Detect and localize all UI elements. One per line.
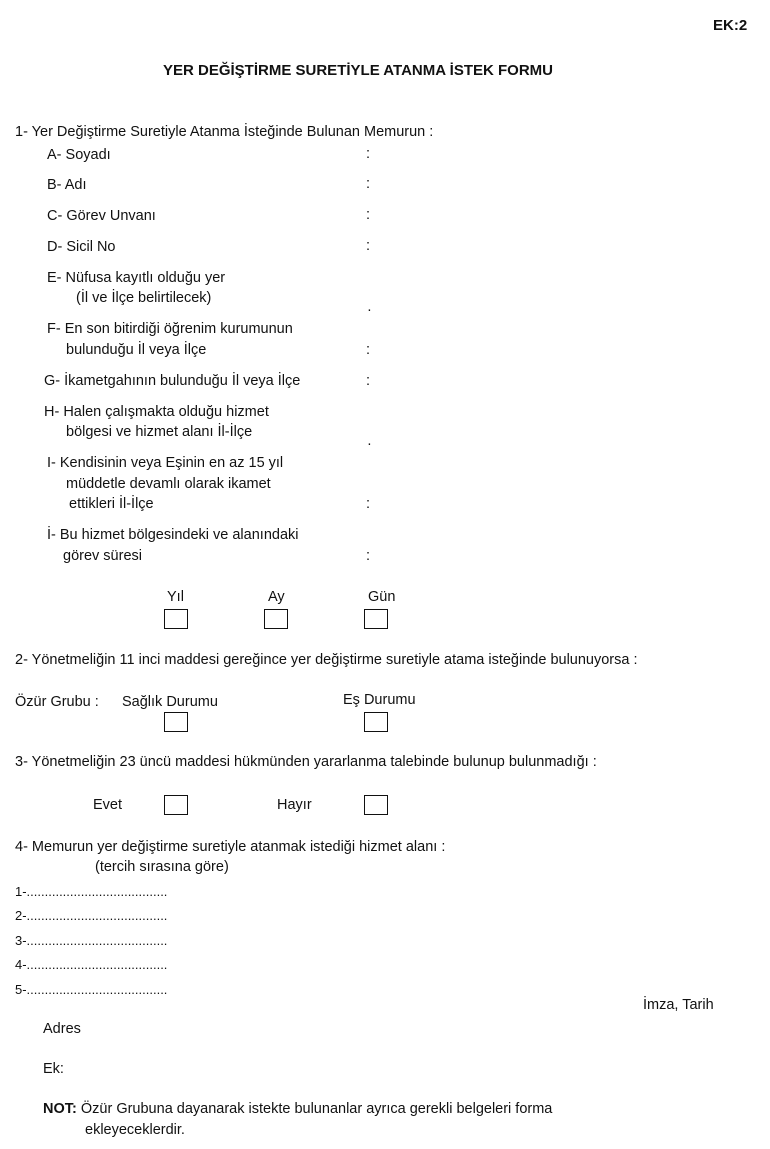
label-yes: Evet xyxy=(93,797,123,813)
label-residence15-2: müddetle devamlı olarak ikamet xyxy=(66,476,271,492)
label-residence15-1: I- Kendisinin veya Eşinin en az 15 yıl xyxy=(47,455,284,471)
label-health: Sağlık Durumu xyxy=(122,694,218,710)
section1-heading: 1- Yer Değiştirme Suretiyle Atanma İsteğinde Bulunan Memurun : xyxy=(15,124,434,140)
label-registry-no: D- Sicil No xyxy=(47,239,116,255)
dot-service: · xyxy=(367,436,372,452)
label-service-1: H- Halen çalışmakta olduğu hizmet xyxy=(44,404,269,420)
day-checkbox[interactable] xyxy=(364,609,388,629)
label-birthplace: E- Nüfusa kayıtlı olduğu yer xyxy=(47,270,226,286)
address-label: Adres xyxy=(43,1021,81,1037)
label-birthplace-note: (İl ve İlçe belirtilecek) xyxy=(76,290,212,306)
yes-checkbox[interactable] xyxy=(164,795,188,815)
note-text-1: Özür Grubuna dayanarak istekte bulunanlar ayrıca gerekli belgeleri forma xyxy=(80,1101,553,1117)
colon-title: : xyxy=(366,207,371,223)
section4-subheading: (tercih sırasına göre) xyxy=(95,859,229,875)
colon-name: : xyxy=(366,176,371,192)
section3-heading: 3- Yönetmeliğin 23 üncü maddesi hükmünden yararlanma talebinde bulunup bulunmadığı : xyxy=(15,754,597,770)
note-line-1 xyxy=(43,1101,552,1118)
section4-heading: 4- Memurun yer değiştirme suretiyle atanmak istediği hizmet alanı : xyxy=(15,839,446,855)
label-residence: G- İkametgahının bulunduğu İl veya İlçe xyxy=(44,373,301,389)
year-checkbox[interactable] xyxy=(164,609,188,629)
label-month: Ay xyxy=(268,589,285,605)
label-residence15-3: ettikleri İl-İlçe xyxy=(69,496,154,512)
colon-duty: : xyxy=(366,548,371,564)
note-label: NOT: xyxy=(43,1101,77,1117)
attachment-label: Ek: xyxy=(43,1061,64,1077)
label-duty-2: görev süresi xyxy=(63,548,142,564)
section2-heading: 2- Yönetmeliğin 11 inci maddesi gereğince yer değiştirme suretiyle atama isteğinde bulunuyorsa : xyxy=(15,652,638,668)
choice-line-2[interactable]: 2-....................................... xyxy=(15,908,168,923)
label-surname: A- Soyadı xyxy=(47,147,111,163)
annex-label: EK:2 xyxy=(713,17,748,34)
month-checkbox[interactable] xyxy=(264,609,288,629)
label-school-2: bulunduğu İl veya İlçe xyxy=(66,342,207,358)
signature-date-label: İmza, Tarih xyxy=(643,997,714,1013)
label-day: Gün xyxy=(368,589,396,605)
no-checkbox[interactable] xyxy=(364,795,388,815)
colon-school: : xyxy=(366,342,371,358)
colon-residence15: : xyxy=(366,496,371,512)
label-school-1: F- En son bitirdiği öğrenim kurumunun xyxy=(47,321,293,337)
label-year: Yıl xyxy=(167,589,184,605)
choice-line-1[interactable]: 1-....................................... xyxy=(15,884,168,899)
excuse-group-label: Özür Grubu : xyxy=(15,694,99,710)
choice-line-5[interactable]: 5-....................................... xyxy=(15,982,168,997)
note-line-2: ekleyeceklerdir. xyxy=(85,1122,185,1138)
choice-line-4[interactable]: 4-....................................... xyxy=(15,957,168,972)
colon-registry-no: : xyxy=(366,238,371,254)
label-name: B- Adı xyxy=(47,177,87,193)
dot-birthplace: · xyxy=(367,302,372,318)
label-title: C- Görev Unvanı xyxy=(47,208,156,224)
label-spouse: Eş Durumu xyxy=(343,692,416,708)
health-checkbox[interactable] xyxy=(164,712,188,732)
label-duty-1: İ- Bu hizmet bölgesindeki ve alanındaki xyxy=(47,527,299,543)
spouse-checkbox[interactable] xyxy=(364,712,388,732)
form-title: YER DEĞİŞTİRME SURETİYLE ATANMA İSTEK FORMU xyxy=(163,62,554,79)
label-no: Hayır xyxy=(277,797,312,813)
choice-line-3[interactable]: 3-....................................... xyxy=(15,933,168,948)
colon-residence: : xyxy=(366,373,371,389)
label-service-2: bölgesi ve hizmet alanı İl-İlçe xyxy=(66,424,253,440)
colon-surname: : xyxy=(366,146,371,162)
